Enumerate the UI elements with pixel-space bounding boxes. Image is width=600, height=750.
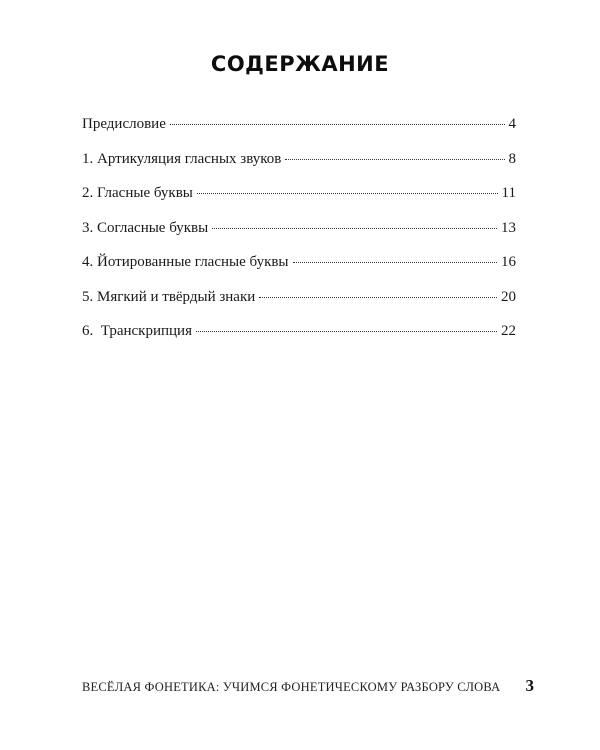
- toc-entry-label: 1. Артикуляция гласных звуков: [82, 150, 282, 167]
- toc-entry-page: 16: [501, 254, 516, 270]
- toc-entry-page: 20: [501, 288, 516, 305]
- toc-entry: [82, 185, 516, 220]
- toc-entry: [82, 289, 516, 324]
- toc-entry-label: 3. Согласные буквы: [82, 219, 209, 236]
- page-title: СОДЕРЖАНИЕ: [210, 52, 390, 76]
- page-number: 3: [525, 676, 534, 695]
- toc-entry: [82, 254, 516, 289]
- toc-entry-label: 6. Транскрипция: [82, 323, 192, 339]
- toc-entry-label: 2. Гласные буквы: [82, 185, 193, 201]
- toc-entry-page: 8: [508, 150, 516, 167]
- page-footer: [82, 676, 534, 696]
- toc-entry-page: 13: [501, 219, 516, 236]
- toc-entry: [82, 323, 516, 358]
- toc-entry-page: 22: [501, 323, 516, 339]
- toc-entry: [82, 220, 516, 255]
- toc-dot-leader: [212, 228, 497, 229]
- toc-entry-page: 4: [508, 116, 516, 132]
- toc-dot-leader: [170, 124, 505, 125]
- toc-entry-page: 11: [501, 185, 516, 201]
- running-title: ВЕСЁЛАЯ ФОНЕТИКА: УЧИМСЯ ФОНЕТИЧЕСКОМУ РАЗБОРУ СЛОВА: [82, 680, 501, 694]
- toc-entry: [82, 116, 516, 151]
- toc-dot-leader: [285, 159, 504, 160]
- toc-entry-label: 5. Мягкий и твёрдый знаки: [82, 288, 256, 305]
- toc-entry: [82, 151, 516, 186]
- toc-dot-leader: [197, 193, 498, 194]
- toc-entry-label: 4. Йотированные гласные буквы: [82, 254, 289, 270]
- table-of-contents: [82, 116, 516, 358]
- toc-dot-leader: [293, 262, 497, 263]
- toc-dot-leader: [259, 297, 497, 298]
- toc-dot-leader: [196, 331, 497, 332]
- toc-entry-label: Предисловие: [82, 116, 166, 132]
